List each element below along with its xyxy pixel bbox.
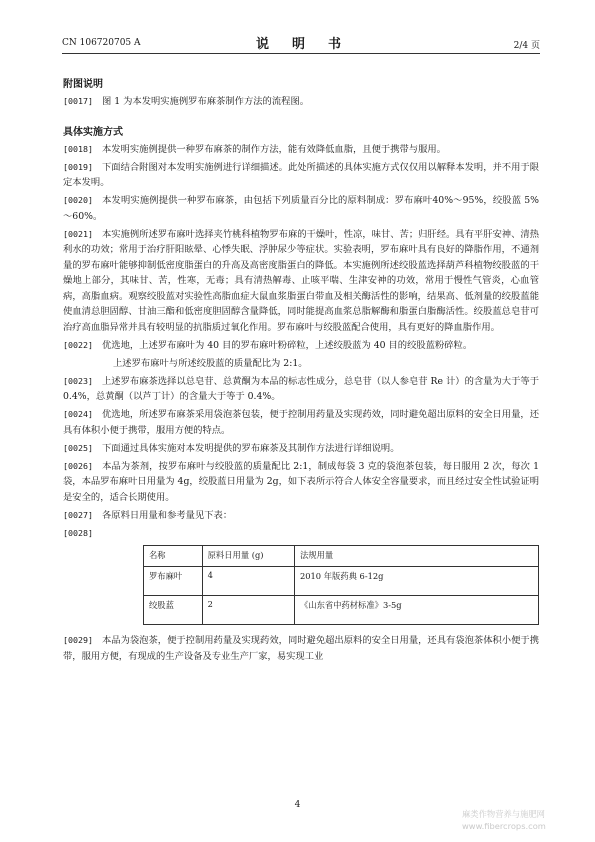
table-row <box>144 596 539 625</box>
daily-usage-table <box>143 545 539 625</box>
paragraph-text: 本实施例所述罗布麻叶选择夹竹桃科植物罗布麻的干燥叶，性凉，味甘、苦；归肝经。具有平肝安神、清热利水的功效；常用于治疗肝阳眩晕、心悸失眠、浮肿尿少等症状。实验表明，罗布麻叶具有良好的降脂作用，不通剂量的罗布麻叶能够抑制低密度脂蛋白的升高及高密度脂蛋白的降低。本实施例所述绞股蓝选择葫芦科植物绞股蓝的干燥地上部分，其味甘、苦，性寒，无毒；具有清热解毒、止咳平喘、生津安神的功效，常用于慢性气管炎，心血管病，高脂血病。观察绞股蓝对实验性高脂血症大鼠血浆脂蛋白带血及相关酶活性的影响，结果高、低剂量的绞股蓝能使血清总胆固醇、甘油三酯和低密度胆固醇含量降低，同时能提高血浆总脂解酶和脂蛋白脂酶活性。绞股蓝总皂苷可治疗高血脂异常并具有较明显的抗脂质过氧化作用。罗布麻叶与绞股蓝配合使用，具有更好的降血脂作用。 <box>63 228 539 333</box>
paragraph-number: [0018] <box>63 143 93 154</box>
paragraph <box>63 160 539 191</box>
paragraph-text: 图 1 为本发明实施例罗布麻茶制作方法的流程图。 <box>101 96 310 107</box>
paragraph-text: 优选地，所述罗布麻茶采用袋泡茶包装，便于控制用药量及实现药效，同时避免超出原料的安全日用量，还具有体积小便于携带，服用方便的特点。 <box>63 409 539 436</box>
paragraph-text: 下面结合附图对本发明实施例进行详细描述。此处所描述的具体实施方式仅仅用以解释本发明，并不用于限定本发明。 <box>63 161 539 188</box>
paragraph-text: 各原料日用量和参考量见下表： <box>101 509 233 521</box>
table-header-cell: 法规用量 <box>294 546 538 567</box>
paragraph-number: [0026] <box>63 460 93 471</box>
watermark <box>462 808 592 832</box>
paragraph <box>63 94 539 110</box>
table-cell: 2010 年版药典 6-12g <box>294 567 538 596</box>
paragraph-number: [0027] <box>63 509 93 520</box>
paragraph <box>63 193 539 224</box>
table-cell: 4 <box>202 567 294 596</box>
paragraph-number: [0019] <box>63 161 93 172</box>
paragraph-number: [0028] <box>63 527 93 538</box>
paragraph-number: [0025] <box>63 442 93 453</box>
table-cell: 2 <box>202 596 294 625</box>
paragraph <box>63 142 539 158</box>
paragraph <box>63 526 539 542</box>
paragraph-text: 下面通过具体实施对本发明提供的罗布麻茶及其制作方法进行详细说明。 <box>101 442 400 454</box>
paragraph-text: 上述罗布麻叶与所述绞股蓝的质量配比为 2:1。 <box>113 357 308 369</box>
table-row <box>144 567 539 596</box>
paragraph <box>63 374 539 405</box>
paragraph-number: [0024] <box>63 409 93 419</box>
paragraph-number: [0017] <box>63 96 93 106</box>
section-title-drawings: 附图说明 <box>63 79 103 90</box>
paragraph <box>63 338 539 354</box>
paragraph <box>63 633 539 664</box>
page-number: 4 <box>294 800 301 810</box>
table-header-row <box>144 546 539 567</box>
paragraph-number: [0021] <box>63 228 93 239</box>
page-header <box>62 33 540 54</box>
paragraph-text: 本发明实施例提供一种罗布麻茶，由包括下列质量百分比的原料制成：罗布麻叶40%～95%，绞股蓝 5%～60%。 <box>63 195 539 222</box>
patent-number: CN 106720705 A <box>62 38 141 48</box>
table-cell: 《山东省中药材标准》3-5g <box>294 596 538 625</box>
paragraph <box>63 508 539 524</box>
paragraph-text: 优选地，上述罗布麻叶为 40 目的罗布麻叶粉碎粒，上述绞股蓝为 40 目的绞股蓝粉碎粒。 <box>101 339 473 351</box>
paragraph <box>63 441 539 457</box>
paragraph-continuation <box>63 356 539 372</box>
paragraph <box>63 459 539 506</box>
table-header-cell: 原料日用量 (g) <box>202 546 294 567</box>
paragraph-text: 本发明实施例提供一种罗布麻茶的制作方法，能有效降低血脂，且便于携带与服用。 <box>101 143 446 155</box>
paragraph-text: 上述罗布麻茶选择以总皂苷、总黄酮为本品的标志性成分，总皂苷（以人参皂苷 Re 计）的含量为大于等于 0.4%，总黄酮（以芦丁计）的含量大于等于 0.4%。 <box>63 375 539 402</box>
table-cell: 罗布麻叶 <box>144 567 203 596</box>
paragraph-number: [0029] <box>63 635 93 645</box>
document-type-title: 说 明 书 <box>255 37 346 52</box>
paragraph-number: [0022] <box>63 339 93 350</box>
paragraph-text: 本品为茶剂，按罗布麻叶与绞股蓝的质量配比 2:1，制成每袋 3 克的袋泡茶包装，每日服用 2 次，每次 1 袋，本品罗布麻叶日用量为 4g，绞股蓝日用量为 2g，如下表所示符合人体安全容量要求，而且经过安全性试验证明是安全的，适合长期使用。 <box>63 460 539 503</box>
paragraph-number: [0020] <box>63 195 93 205</box>
paragraph-text: 本品为袋泡茶，便于控制用药量及实现药效，同时避免超出原料的安全日用量，还具有袋泡茶体积小便于携带，服用方便，有现成的生产设备及专业生产厂家，易实现工业 <box>63 635 539 662</box>
watermark-line: 麻类作物营养与施肥网 <box>462 809 545 819</box>
table-header-cell: 名称 <box>144 546 203 567</box>
paragraph-number: [0023] <box>63 375 93 386</box>
table-cell: 绞股蓝 <box>144 596 203 625</box>
document-body <box>63 78 539 667</box>
section-title-embodiments: 具体实施方式 <box>63 126 123 138</box>
watermark-line: www.fibercrops.com <box>462 821 546 831</box>
paragraph <box>63 227 539 336</box>
paragraph <box>63 407 539 438</box>
page-indicator: 2/4 页 <box>513 41 540 51</box>
